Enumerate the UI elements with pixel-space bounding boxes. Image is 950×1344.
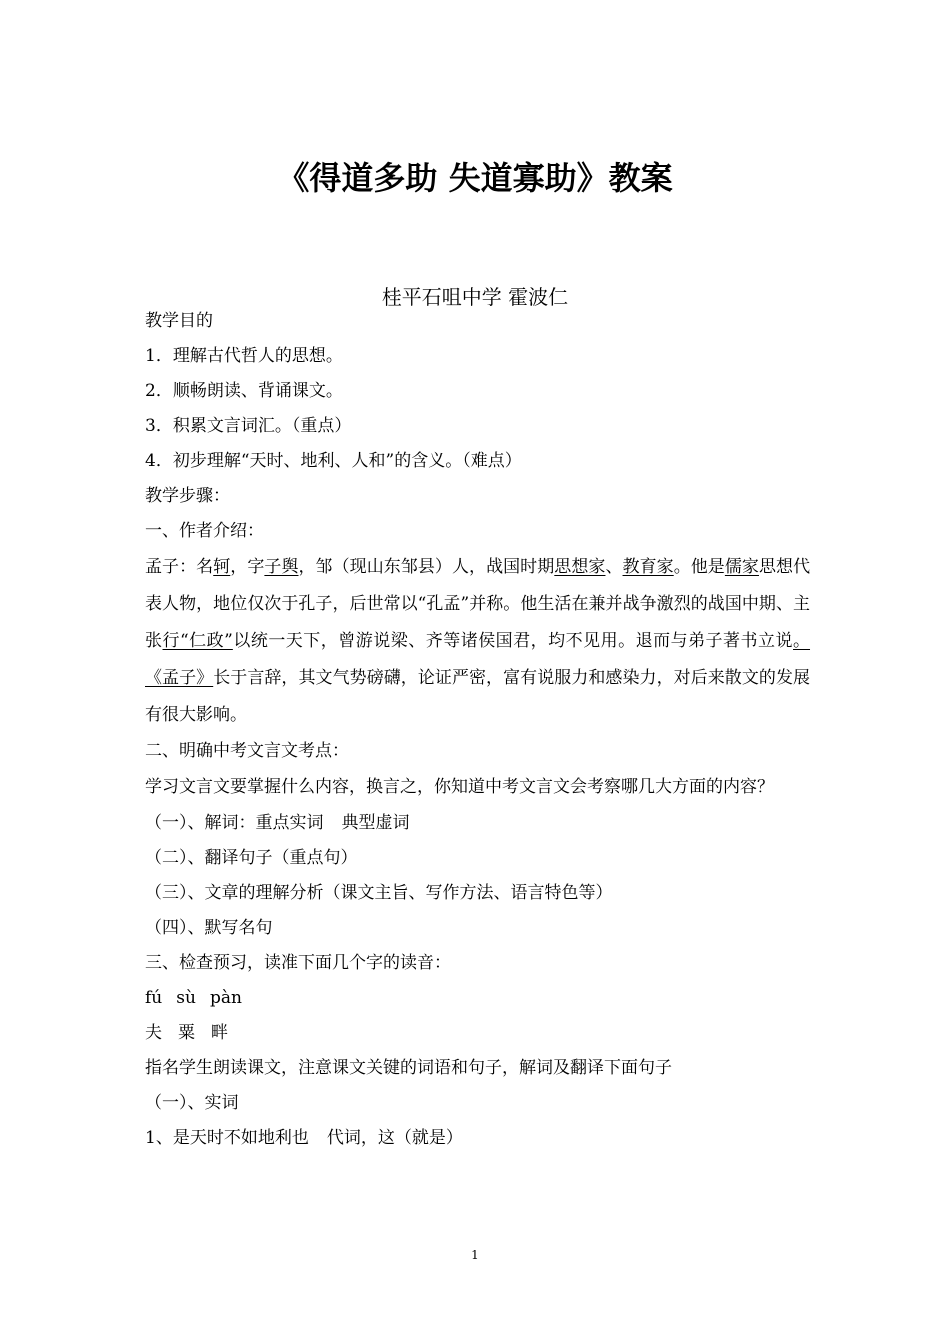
goal-item: 2．顺畅朗读、背诵课文。	[145, 381, 343, 401]
pinyin-row	[145, 981, 810, 1016]
pinyin-item: fú	[145, 988, 163, 1008]
vocab-sentence: 1、是天时不如地利也	[145, 1128, 309, 1148]
character-row	[145, 1016, 810, 1051]
exam-point-item	[145, 806, 810, 841]
text-run: 思想代表人物，地位仅次于孔子，后世常以“孔孟”并称。他生活在兼并战争激烈的战国中期、主张	[145, 557, 811, 651]
exam-point-item: （三）、文章的理解分析（课文主旨、写作方法、语言特色等）	[145, 883, 613, 903]
text-run: 、	[605, 557, 623, 577]
text-run: ，邹（现山东邹县）人，战国时期	[298, 557, 555, 577]
vocab-note: 代词，这（就是）	[326, 1128, 463, 1148]
character-item: 粟	[178, 1023, 195, 1043]
character-item: 畔	[211, 1023, 228, 1043]
page-number: 1	[471, 1248, 479, 1262]
goal-item: 3．积累文言词汇。（重点）	[145, 416, 352, 436]
author-intro-paragraph	[145, 549, 810, 734]
author-line: 桂平石咀中学 霍波仁	[381, 285, 569, 309]
goal-item: 4．初步理解“天时、地利、人和”的含义。（难点）	[145, 451, 522, 471]
document-title: 《得道多助 失道寡助》教案	[277, 159, 673, 197]
section-2-heading: 二、明确中考文言文考点：	[145, 741, 349, 761]
underlined-term: 子舆	[264, 557, 299, 577]
underlined-term: 思想家	[554, 557, 606, 577]
underlined-term: 轲	[213, 557, 231, 577]
exam-point-item: （四）、默写名句	[145, 918, 273, 938]
underlined-term: 儒家	[724, 557, 759, 577]
section-2-question: 学习文言文要掌握什么内容，换言之，你知道中考文言文会考察哪几大方面的内容？	[145, 777, 774, 797]
reading-instruction: 指名学生朗读课文，注意课文关键的词语和句子，解词及翻译下面句子	[145, 1058, 672, 1078]
underlined-term: 教育家	[622, 557, 674, 577]
exam-point-item: （二）、翻译句子（重点句）	[145, 848, 358, 868]
vocab-item	[145, 1121, 810, 1156]
steps-heading: 教学步骤：	[145, 486, 230, 506]
exam-point-extra: 典型虚词	[341, 813, 410, 833]
subsection-heading: （一）、实词	[145, 1093, 239, 1113]
text-run: ，字	[230, 557, 265, 577]
underlined-term: 。《孟子》	[145, 631, 811, 688]
goals-heading: 教学目的	[145, 311, 213, 331]
underlined-term: 行“仁政”	[162, 631, 233, 651]
exam-point-label: （一）、解词：重点实词	[145, 813, 324, 833]
goal-item: 1．理解古代哲人的思想。	[145, 346, 343, 366]
text-run: 以统一天下，曾游说梁、齐等诸侯国君，均不见用。退而与弟子著书立说	[232, 631, 794, 651]
text-run: 长于言辞，其文气势磅礴，论证严密，富有说服力和感染力，对后来散文的发展有很大影响。	[145, 668, 811, 725]
document-body	[145, 304, 810, 1156]
character-item: 夫	[145, 1023, 162, 1043]
pinyin-item: pàn	[209, 988, 242, 1008]
pinyin-item: sù	[176, 988, 196, 1008]
text-run: 。他是	[673, 557, 725, 577]
section-1-heading: 一、作者介绍：	[145, 521, 264, 541]
section-3-heading: 三、检查预习，读准下面几个字的读音：	[145, 953, 451, 973]
text-run: 孟子：名	[145, 557, 214, 577]
